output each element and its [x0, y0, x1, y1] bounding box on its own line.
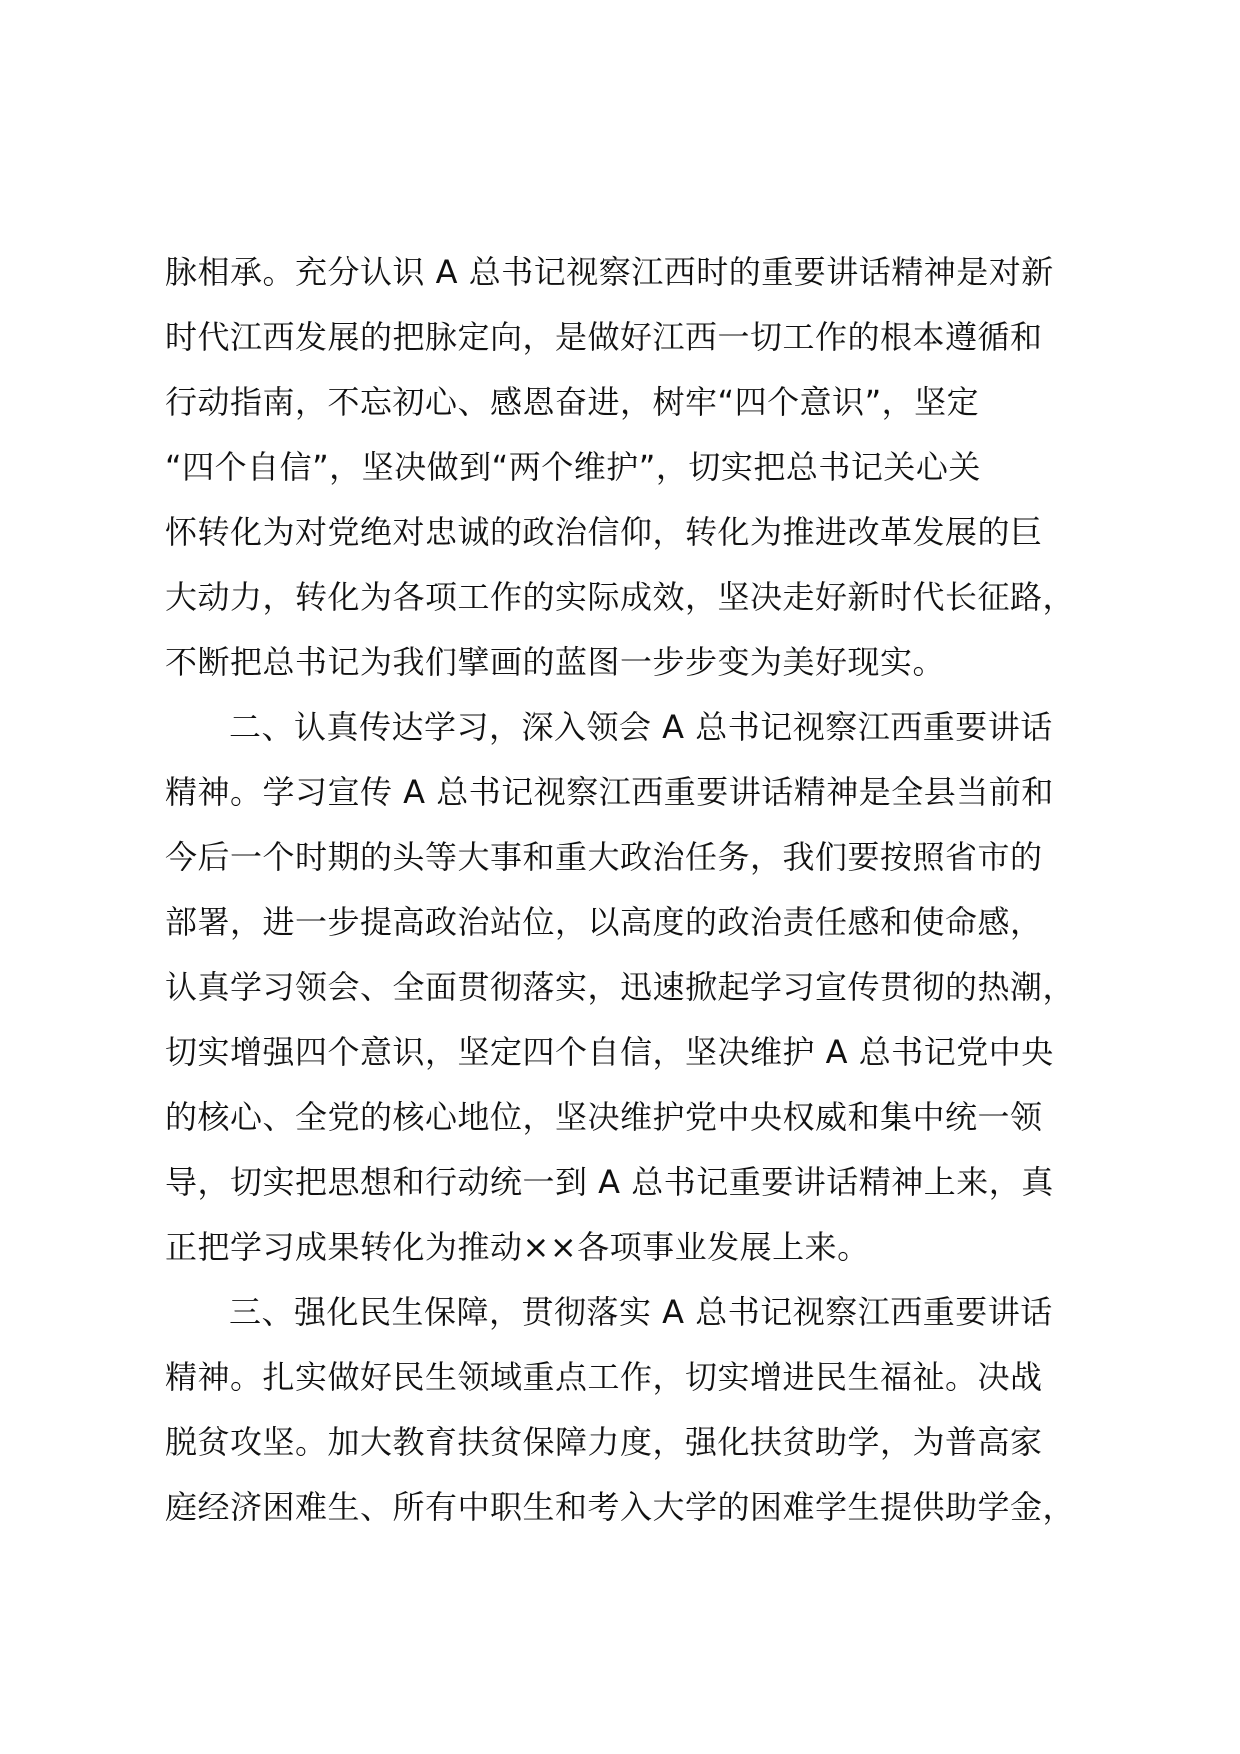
text-line-11: 部署，进一步提高政治站位，以高度的政治责任感和使命感， [165, 903, 1043, 941]
text-line-13: 切实增强四个意识，坚定四个自信，坚决维护 A 总书记党中央 [165, 1033, 1054, 1071]
text-line-18: 精神。扎实做好民生领域重点工作，切实增进民生福祉。决战 [165, 1358, 1043, 1396]
text-line-15: 导，切实把思想和行动统一到 A 总书记重要讲话精神上来，真 [165, 1163, 1054, 1201]
document-body [165, 240, 1125, 1540]
text-line-19: 脱贫攻坚。加大教育扶贫保障力度，强化扶贫助学，为普高家 [165, 1423, 1043, 1461]
text-line-6: 大动力，转化为各项工作的实际成效，坚决走好新时代长征路， [165, 578, 1076, 616]
text-line-20: 庭经济困难生、所有中职生和考入大学的困难学生提供助学金， [165, 1488, 1076, 1526]
section-heading-2: 二、认真传达学习，深入领会 A 总书记视察江西重要讲话 [229, 708, 1053, 746]
text-line-10: 今后一个时期的头等大事和重大政治任务，我们要按照省市的 [165, 838, 1043, 876]
text-line-9: 精神。学习宣传 A 总书记视察江西重要讲话精神是全县当前和 [165, 773, 1054, 811]
text-line-4: “四个自信”，坚决做到“两个维护”，切实把总书记关心关 [165, 448, 981, 486]
section-heading-3: 三、强化民生保障，贯彻落实 A 总书记视察江西重要讲话 [229, 1293, 1053, 1331]
text-line-14: 的核心、全党的核心地位，坚决维护党中央权威和集中统一领 [165, 1098, 1043, 1136]
text-line-12: 认真学习领会、全面贯彻落实，迅速掀起学习宣传贯彻的热潮， [165, 968, 1076, 1006]
text-line-7: 不断把总书记为我们擘画的蓝图一步步变为美好现实。 [165, 643, 946, 681]
text-line-5: 怀转化为对党绝对忠诚的政治信仰，转化为推进改革发展的巨 [165, 513, 1043, 551]
text-line-1: 脉相承。充分认识 A 总书记视察江西时的重要讲话精神是对新 [165, 253, 1054, 291]
text-line-16: 正把学习成果转化为推动××各项事业发展上来。 [165, 1228, 870, 1266]
text-line-3: 行动指南，不忘初心、感恩奋进，树牢“四个意识”，坚定 [165, 383, 980, 421]
text-line-2: 时代江西发展的把脉定向，是做好江西一切工作的根本遵循和 [165, 318, 1043, 356]
